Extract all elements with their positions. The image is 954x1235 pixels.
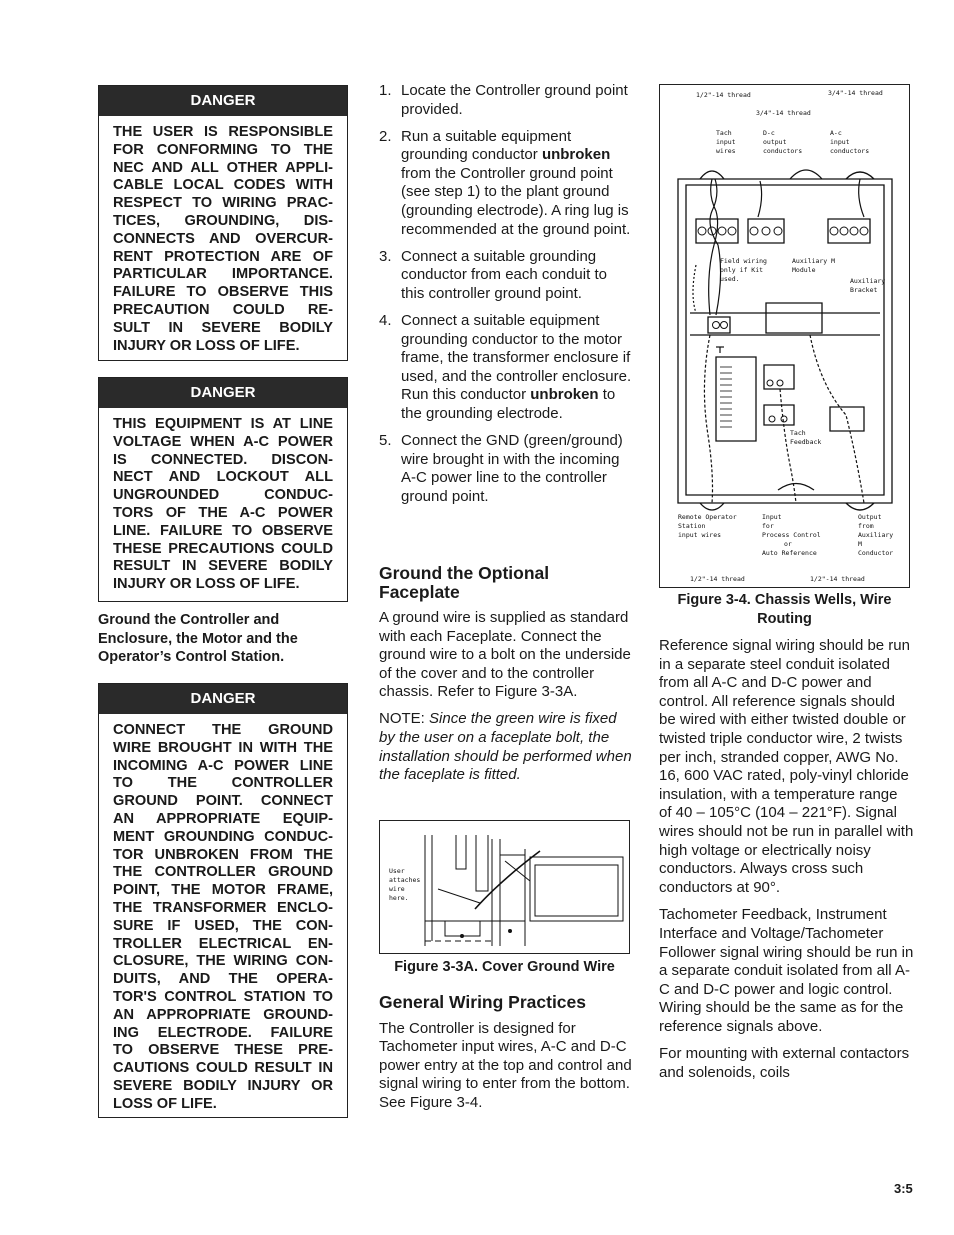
label-line: Bracket (850, 286, 878, 294)
grounding-steps (379, 82, 634, 515)
label-line: Tach (716, 129, 732, 137)
danger-line: CAUTIONS COULD RESULT IN (113, 1060, 333, 1077)
danger-line: SURE IF USED, THE CON- (113, 917, 333, 934)
danger-line: FAILURE TO OBSERVE THIS (113, 284, 333, 301)
label-line: input (716, 138, 736, 146)
danger-line: MENT GROUNDING CONDUC- (113, 828, 333, 845)
right-text (659, 637, 914, 1083)
danger-box-1 (98, 85, 348, 361)
step-number: 3. (379, 247, 392, 265)
step-item (379, 128, 634, 240)
general-wiring-section (379, 993, 634, 1112)
danger-line: THIS EQUIPMENT IS AT LINE (113, 416, 333, 432)
bolt-icon (508, 929, 512, 933)
label-line: Field wiring (720, 257, 767, 265)
label-line: wires (716, 147, 736, 155)
label-line: D-c (763, 129, 775, 137)
cover-ground-drawing (380, 821, 629, 953)
danger-line: INJURY OR LOSS OF LIFE. (113, 337, 300, 354)
label-line: Process Control (762, 531, 821, 539)
label-line: Feedback (790, 438, 822, 446)
step-emphasis: unbroken (541, 146, 611, 164)
step-text: Connect the GND (green/ground) wire brought in with the incoming A-C power line to the controller ground point. (401, 432, 623, 505)
step-number: 2. (379, 127, 392, 145)
danger-box-2 (98, 377, 348, 602)
danger-line: CONNECT THE GROUND (113, 722, 333, 738)
step-text: Run a suitable equipment grounding conductor (401, 127, 572, 164)
step-text: from the Controller ground point (see step 1) to the plant ground (grounding electrode). A ring lug is recommended at the ground point. (401, 164, 631, 238)
label-line: Input (762, 513, 782, 521)
step-item (379, 248, 634, 304)
danger-line: THE TRANSFORMER ENCLO- (113, 899, 333, 916)
danger-line: CABLE LOCAL CODES WITH (113, 177, 333, 194)
label-line: Tach (790, 429, 806, 437)
label-line: M (858, 540, 862, 548)
faceplate-section (379, 564, 634, 785)
danger-line: TO THE CONTROLLER (113, 775, 333, 792)
danger-line: TORS OF THE A-C POWER (113, 504, 333, 521)
danger-line: AN APPROPRIATE GROUND- (113, 1006, 333, 1023)
label-line: A-c (830, 129, 842, 137)
figure-3-4 (659, 84, 910, 588)
label-line: Conductor (858, 549, 894, 557)
step-number: 5. (379, 432, 392, 450)
label-line: Auto Reference (762, 549, 817, 557)
danger-line: PRECAUTION COULD RE- (113, 301, 333, 318)
ground-controller-caption: Ground the Controller and Enclosure, the Motor and the Operator’s Control Station. (98, 612, 298, 665)
step-text: Connect a suitable equipment grounding conductor to the motor frame, the transformer enclosure if used, and the controller enclosure. Run this conductor (401, 312, 632, 404)
danger-line: TOR UNBROKEN FROM THE (113, 846, 333, 863)
fig3a-label-line: here. (389, 894, 409, 902)
danger-line: FOR CONFORMING TO THE (113, 141, 333, 158)
step-item (379, 82, 634, 119)
bolt-icon (460, 934, 464, 938)
fig3a-label-line: User (389, 867, 405, 875)
danger-line: CONNECTS AND OVERCUR- (113, 230, 333, 247)
danger-line: THE CONTROLLER GROUND (113, 864, 333, 881)
step-text: Locate the Controller ground point provided. (401, 82, 628, 118)
general-wiring-heading: General Wiring Practices (379, 992, 587, 1012)
steps-list (379, 82, 634, 506)
danger-line: SULT IN SEVERE BODILY (113, 319, 333, 336)
danger-line: LOSS OF LIFE. (113, 1095, 217, 1112)
danger-line: INCOMING A-C POWER LINE (113, 757, 333, 774)
danger-line: THE USER IS RESPONSIBLE (113, 124, 333, 140)
danger-text (99, 116, 347, 355)
label-line: used. (720, 275, 740, 283)
danger-line: POINT, THE MOTOR FRAME, (113, 882, 333, 899)
step-text: Connect a suitable grounding conductor from each conduit to this controller ground point. (401, 247, 607, 302)
thread-label: 3/4"-14 thread (756, 109, 811, 117)
label-line: conductors (763, 147, 803, 155)
label-line: Auxiliary (858, 531, 894, 539)
thread-label: 3/4"-14 thread (828, 89, 883, 97)
label-line: input wires (678, 531, 722, 539)
label-line: Station (678, 522, 706, 530)
danger-line: THESE PRECAUTIONS COULD (113, 540, 333, 557)
danger-line: PARTICULAR IMPORTANCE. (113, 266, 333, 283)
page-number: 3:5 (894, 1181, 913, 1196)
fig3a-label-line: wire (389, 885, 405, 893)
reference-signal-paragraph: Reference signal wiring should be run in a separate steel conduit isolated from all A-C and D-C power and control. All reference signals should be wired with either twisted double or twisted triple conductor wire, 2 twists per inch, stranded copper, AWG No. 16, 600 VAC rated, poly-vinyl chloride insulation, with a temperature range of 40 – 105°C (104 – 221°F). Signal wires should not be run in parallel with high voltage or electrically noisy conductors. Always cross such conductors at 90°. (659, 637, 914, 896)
faceplate-paragraph: A ground wire is supplied as standard with each Faceplate. Connect the ground wire to a bolt on the underside of the cover and to the controller chassis. Refer to Figure 3-3A. (379, 609, 631, 701)
danger-line: SEVERE BODILY INJURY OR (113, 1077, 333, 1094)
label-line: Module (792, 266, 816, 274)
mounting-paragraph: For mounting with external contactors and solenoids, coils (659, 1045, 910, 1082)
note-text: Since the green wire is fixed by the user on a faceplate bolt, the installation should be performed when the faceplate is fitted. (379, 710, 632, 784)
faceplate-note (379, 710, 634, 784)
thread-label: 1/2"-14 thread (690, 575, 745, 583)
step-text: to the grounding electrode. (401, 386, 616, 422)
danger-line: IS CONNECTED. DISCON- (113, 451, 333, 468)
label-line: Output (858, 513, 882, 521)
danger-heading: DANGER (99, 378, 347, 408)
danger-line: CLOSURE, THE WIRING CON- (113, 953, 333, 970)
danger-line: NEC AND ALL OTHER APPLI- (113, 159, 333, 176)
danger-line: LINE. FAILURE TO OBSERVE (113, 522, 333, 539)
label-line: from (858, 522, 874, 530)
danger-line: RENT PROTECTION ARE OF (113, 248, 333, 265)
danger-line: NECT AND LOCKOUT ALL (113, 469, 333, 486)
danger-line: GROUND POINT. CONNECT (113, 793, 333, 810)
danger-heading: DANGER (99, 86, 347, 116)
danger-line: ING ELECTRODE. FAILURE (113, 1024, 333, 1041)
danger-line: INJURY OR LOSS OF LIFE. (113, 576, 300, 593)
fig3a-label-line: attaches (389, 876, 421, 884)
label-line: conductors (830, 147, 870, 155)
step-item (379, 312, 634, 424)
danger-heading: DANGER (99, 684, 347, 714)
label-line: or (784, 540, 792, 548)
label-line: for (762, 522, 774, 530)
danger-text (99, 714, 347, 1114)
figure-3-3a (379, 820, 630, 954)
label-line: Remote Operator (678, 513, 737, 521)
label-line: Auxiliary (850, 277, 886, 285)
danger-line: WIRE BROUGHT IN WITH THE (113, 739, 333, 756)
danger-line: RESULT IN SEVERE BODILY (113, 558, 333, 575)
danger-line: AN APPROPRIATE EQUIP- (113, 810, 333, 827)
danger-line: DUITS, AND THE OPERA- (113, 971, 333, 988)
label-line: Auxiliary M (792, 257, 836, 265)
label-line: output (763, 138, 787, 146)
tachometer-paragraph: Tachometer Feedback, Instrument Interface and Voltage/Tachometer Follower signal wiring should be run in a separate conduit isolated from all A-C and D-C power and logic control. Wiring should be the same as for the reference signals above. (659, 906, 914, 1035)
label-line: input (830, 138, 850, 146)
general-wiring-paragraph: The Controller is designed for Tachometer input wires, A-C and D-C power entry at the top and control and signal wiring to enter from the bottom. See Figure 3-4. (379, 1019, 632, 1111)
danger-line: TOR'S CONTROL STATION TO (113, 988, 333, 1005)
danger-text (99, 408, 347, 594)
danger-line: VOLTAGE WHEN A-C POWER (113, 433, 333, 450)
step-number: 4. (379, 312, 392, 330)
danger-box-3 (98, 683, 348, 1118)
thread-label: 1/2"-14 thread (810, 575, 865, 583)
step-emphasis: unbroken (530, 386, 599, 404)
chassis-wiring-drawing (660, 85, 909, 587)
figure-3-4-caption: Figure 3-4. Chassis Wells, Wire Routing (677, 592, 892, 627)
danger-line: TICES, GROUNDING, DIS- (113, 212, 333, 229)
step-number: 1. (379, 82, 392, 99)
label-line: only if Kit (720, 266, 764, 274)
danger-line: TROLLER ELECTRICAL EN- (113, 935, 333, 952)
step-item (379, 432, 634, 506)
faceplate-heading: Ground the Optional Faceplate (379, 563, 550, 602)
danger-line: TO OBSERVE THESE PRE- (113, 1042, 333, 1059)
danger-line: RESPECT TO WIRING PRAC- (113, 195, 333, 212)
note-label: NOTE: (379, 710, 430, 728)
figure-3-3a-caption: Figure 3-3A. Cover Ground Wire (394, 959, 615, 975)
danger-line: UNGROUNDED CONDUC- (113, 487, 333, 504)
thread-label: 1/2"-14 thread (696, 91, 751, 99)
